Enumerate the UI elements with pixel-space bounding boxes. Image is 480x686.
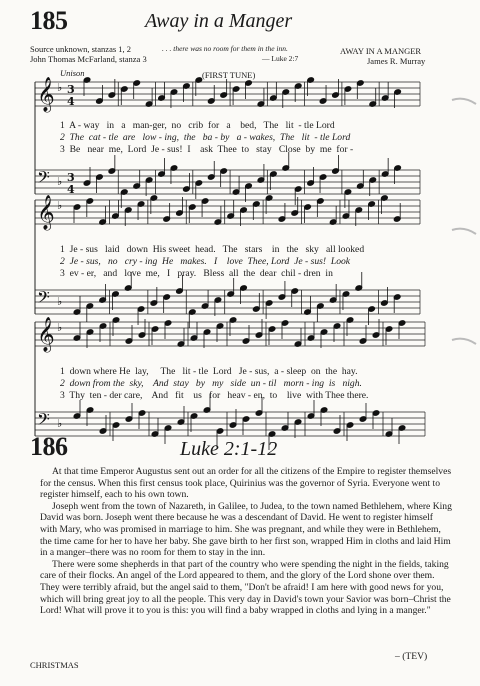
source-line: Source unknown, stanzas 1, 2 (30, 44, 132, 54)
hymn-number: 185 (30, 6, 68, 35)
first-tune-marking: (FIRST TUNE) (202, 70, 256, 80)
treble-clef-icon: 𝄞 (37, 317, 55, 352)
reading-number: 186 (30, 432, 68, 461)
reading-title: Luke 2:1-12 (180, 438, 278, 460)
flat-icon: ♭ (57, 175, 63, 188)
stanza-2-line: 2 The cat - tle are low - ing, the ba - by a - wakes, The lit - tle Lord (60, 132, 351, 143)
treble-clef-icon: 𝄞 (37, 195, 55, 230)
section-footer: CHRISTMAS (30, 660, 79, 670)
system1-lyrics (60, 120, 353, 156)
translation-version: – (TEV) (395, 651, 428, 662)
page-edge-mark (452, 339, 476, 344)
flat-icon: ♭ (57, 295, 63, 308)
hymn-title: Away in a Manger (145, 10, 293, 32)
stanza-3-line: 3 Thy ten - der care, And fit us for heav - en, to live with Thee there. (60, 390, 369, 401)
time-signature: 3 (67, 171, 75, 184)
stanza-3-line: 3 Be near me, Lord Je - sus! I ask Thee to stay Close by me for - (60, 144, 354, 155)
epigraph-ref: — Luke 2:7 (262, 54, 299, 63)
bass-clef-icon: 𝄢 (37, 167, 50, 191)
reading-paragraph: At that time Emperor Augustus sent out an order for all the citizens of the Empire to register themselves for the census. When this first census took place, Quirinius was the governor of Syria. Everyone went to register himself, each to his own town. (40, 466, 452, 501)
time-signature: 3 (67, 83, 75, 96)
treble-clef-icon: 𝄞 (37, 77, 55, 112)
stanza-3-line: 3 ev - er, and love me, I pray. Bless all the dear chil - dren in (60, 268, 333, 279)
stanza-2-line: 2 down from the sky, And stay by my side un - til morn - ing is nigh. (60, 378, 362, 389)
reading-paragraph: Joseph went from the town of Nazareth, in Galilee, to Judea, to the town named Bethlehem, where King David was born. Joseph went there because he was a descendant of David. He went to register himself with Mary, who was promised in marriage to him. She was pregnant, and while they were in Bethlehem, the time came for her to have her baby. She gave birth to her first son, wrapped Him in cloths and laid Him in a manger–there was no room for them to stay in the inn. (40, 500, 452, 559)
reading-body (40, 466, 452, 617)
bass-clef-icon: 𝄢 (37, 287, 50, 311)
system2-lyrics (60, 244, 364, 280)
bass-clef-icon: 𝄢 (37, 409, 50, 433)
flat-icon: ♭ (57, 321, 63, 334)
tune-name: AWAY IN A MANGER (340, 46, 422, 56)
source-line: John Thomas McFarland, stanza 3 (30, 54, 147, 64)
unison-marking: Unison (60, 68, 85, 78)
stanza-2-line: 2 Je - sus, no cry - ing He makes. I love Thee, Lord Je - sus! Look (60, 256, 351, 267)
page-edge-mark (452, 229, 476, 234)
reading-paragraph: There were some shepherds in that part of the country who were spending the night in the fields, taking care of their flocks. An angel of the Lord appeared to them, and the glory of the Lord shone over them. They were terribly afraid, but the angel said to them, "Don't be afraid! I am here with good news for you, which will bring great joy to all the people. This very day in David's town your Savior was born–Christ the Lord! What will prove it to you is this: you will find a baby wrapped in cloths and lying in a manger." (40, 558, 451, 617)
flat-icon: ♭ (57, 81, 63, 94)
page-edge-mark (452, 99, 476, 104)
stanza-1-line: 1 A - way in a man-ger, no crib for a bed, The lit - tle Lord (60, 120, 335, 131)
time-signature: 4 (67, 183, 75, 196)
stanza-1-line: 1 Je - sus laid down His sweet head. The stars in the sky all looked (60, 244, 365, 255)
system3-lyrics (60, 366, 368, 402)
composer: James R. Murray (367, 56, 426, 66)
flat-icon: ♭ (57, 199, 63, 212)
time-signature: 4 (67, 95, 75, 108)
epigraph: . . . there was no room for them in the inn. (162, 44, 288, 53)
stanza-1-line: 1 down where He lay, The lit - tle Lord Je - sus, a - sleep on the hay. (60, 366, 358, 377)
flat-icon: ♭ (57, 417, 63, 430)
